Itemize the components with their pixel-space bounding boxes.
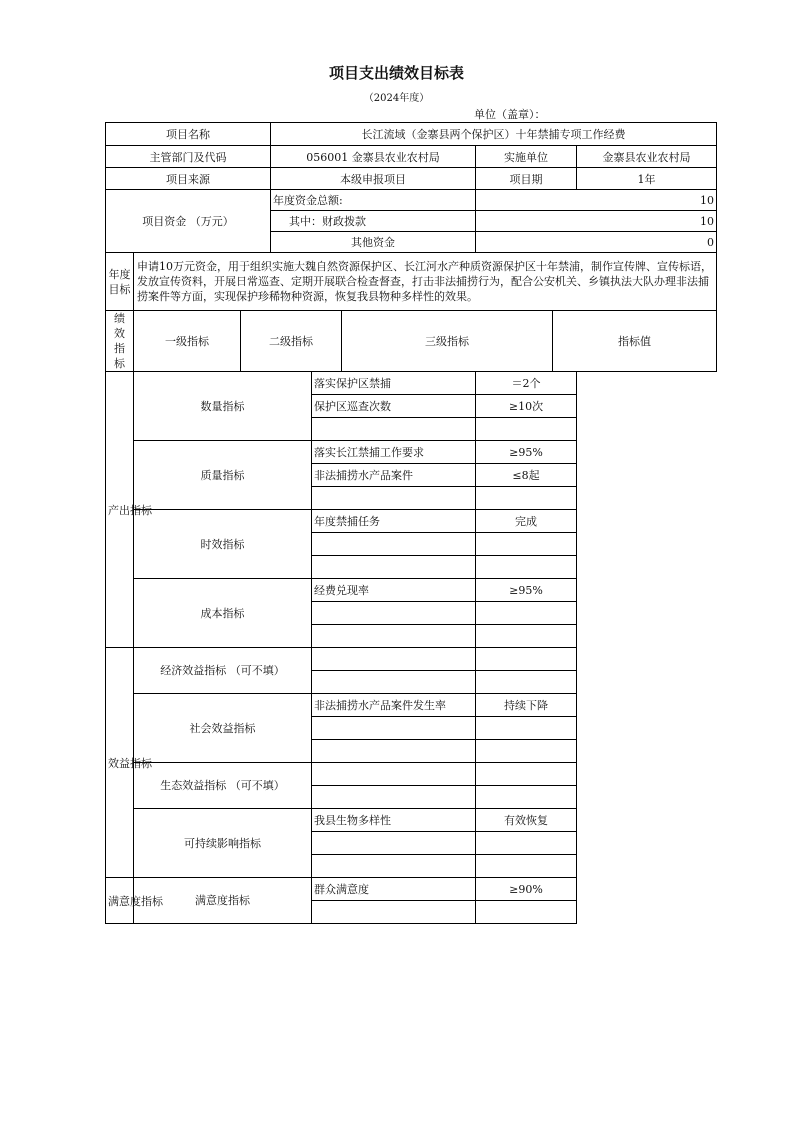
satisfaction-sub-indicator-label: 满意度指标 [134, 878, 312, 924]
total-funds-value: 10 [476, 190, 717, 211]
level3-indicator-name: 落实保护区禁捕 [312, 372, 476, 395]
indicator-target-value: 持续下降 [476, 694, 577, 717]
indicator-target-value: ≥95% [476, 441, 577, 464]
impl-unit-label: 实施单位 [476, 146, 577, 168]
indicator-target-value [476, 740, 577, 763]
level3-indicator-name: 非法捕捞水产品案件发生率 [312, 694, 476, 717]
level3-indicator-name [312, 418, 476, 441]
col-level1: 一级指标 [134, 311, 241, 372]
economic-indicator-label: 经济效益指标 （可不填） [134, 648, 312, 694]
funds-label: 项目资金 （万元） [106, 190, 271, 253]
dept-value: 056001 金寨县农业农村局 [271, 146, 476, 168]
level3-indicator-name: 群众满意度 [312, 878, 476, 901]
ecological-indicator-label: 生态效益指标 （可不填） [134, 763, 312, 809]
col-level3: 三级指标 [342, 311, 553, 372]
indicator-target-value [476, 717, 577, 740]
indicator-target-value [476, 418, 577, 441]
fiscal-funds-label: 其中：财政拨款 [271, 211, 476, 232]
indicator-row [106, 441, 717, 464]
col-level2: 二级指标 [241, 311, 342, 372]
indicator-target-value: ≤8起 [476, 464, 577, 487]
timeliness-indicator-label: 时效指标 [134, 510, 312, 579]
indicator-target-value: ＝2个 [476, 372, 577, 395]
indicator-target-value [476, 625, 577, 648]
level3-indicator-name [312, 786, 476, 809]
indicator-row [106, 372, 717, 395]
level3-indicator-name: 非法捕捞水产品案件 [312, 464, 476, 487]
indicator-row [106, 648, 717, 671]
level3-indicator-name [312, 556, 476, 579]
indicator-target-value [476, 901, 577, 924]
perf-section-label: 绩 效 指 标 [106, 311, 134, 372]
source-label: 项目来源 [106, 168, 271, 190]
indicator-target-value [476, 533, 577, 556]
indicator-target-value [476, 763, 577, 786]
annual-goal-label: 年度 目标 [106, 253, 134, 311]
annual-goal-text: 申请10万元资金，用于组织实施大魏自然资源保护区、长江河水产种质资源保护区十年禁浦，制作宣传牌、宣传标语，发放宣传资料，开展日常巡查、定期开展联合检查督查，打击非法捕捞行为，配合公安机关、乡镇执法大队办理非法捕捞案件等方面，实现保护珍稀物种资源，恢复我县物种多样性的效果。 [134, 253, 717, 311]
source-value: 本级申报项目 [271, 168, 476, 190]
indicator-row [106, 878, 717, 901]
indicator-target-value: 完成 [476, 510, 577, 533]
level3-indicator-name [312, 763, 476, 786]
cost-indicator-label: 成本指标 [134, 579, 312, 648]
benefit-indicator-label: 效益指标 [106, 648, 134, 878]
total-funds-label: 年度资金总额: [271, 190, 476, 211]
sustainable-indicator-label: 可持续影响指标 [134, 809, 312, 878]
level3-indicator-name [312, 648, 476, 671]
indicator-row [106, 809, 717, 832]
period-value: 1年 [577, 168, 717, 190]
indicator-target-value: ≥10次 [476, 395, 577, 418]
page-title: 项目支出绩效目标表 [328, 64, 464, 82]
level3-indicator-name [312, 855, 476, 878]
level3-indicator-name [312, 717, 476, 740]
impl-unit-value: 金寨县农业农村局 [577, 146, 717, 168]
indicator-target-value [476, 556, 577, 579]
level3-indicator-name [312, 487, 476, 510]
level3-indicator-name: 保护区巡查次数 [312, 395, 476, 418]
other-funds-value: 0 [476, 232, 717, 253]
quantity-indicator-label: 数量指标 [134, 372, 312, 441]
other-funds-label: 其他资金 [271, 232, 476, 253]
level3-indicator-name: 经费兑现率 [312, 579, 476, 602]
level3-indicator-name [312, 625, 476, 648]
indicator-target-value [476, 786, 577, 809]
indicator-target-value: 有效恢复 [476, 809, 577, 832]
level3-indicator-name: 年度禁捕任务 [312, 510, 476, 533]
social-indicator-label: 社会效益指标 [134, 694, 312, 763]
indicator-target-value [476, 855, 577, 878]
fiscal-funds-value: 10 [476, 211, 717, 232]
level3-indicator-name [312, 901, 476, 924]
indicator-target-value: ≥95% [476, 579, 577, 602]
indicator-target-value: ≥90% [476, 878, 577, 901]
output-indicator-label: 产出指标 [106, 372, 134, 648]
project-name-label: 项目名称 [106, 123, 271, 146]
indicator-target-value [476, 671, 577, 694]
quality-indicator-label: 质量指标 [134, 441, 312, 510]
level3-indicator-name [312, 533, 476, 556]
performance-target-table [105, 122, 717, 924]
level3-indicator-name [312, 671, 476, 694]
indicator-target-value [476, 648, 577, 671]
level3-indicator-name: 我县生物多样性 [312, 809, 476, 832]
level3-indicator-name [312, 832, 476, 855]
unit-seal-label: 单位（盖章）： [474, 108, 546, 121]
indicator-target-value [476, 602, 577, 625]
dept-label: 主管部门及代码 [106, 146, 271, 168]
satisfaction-indicator-label: 满意度指标 [106, 878, 134, 924]
period-label: 项目期 [476, 168, 577, 190]
indicator-row [106, 763, 717, 786]
fiscal-year: （2024年度） [363, 93, 430, 104]
level3-indicator-name [312, 740, 476, 763]
indicator-row [106, 510, 717, 533]
level3-indicator-name [312, 602, 476, 625]
col-indicator-value: 指标值 [553, 311, 717, 372]
indicator-target-value [476, 832, 577, 855]
project-name-value: 长江流域（金寨县两个保护区）十年禁捕专项工作经费 [271, 123, 717, 146]
indicator-row [106, 579, 717, 602]
indicator-target-value [476, 487, 577, 510]
level3-indicator-name: 落实长江禁捕工作要求 [312, 441, 476, 464]
indicator-row [106, 694, 717, 717]
